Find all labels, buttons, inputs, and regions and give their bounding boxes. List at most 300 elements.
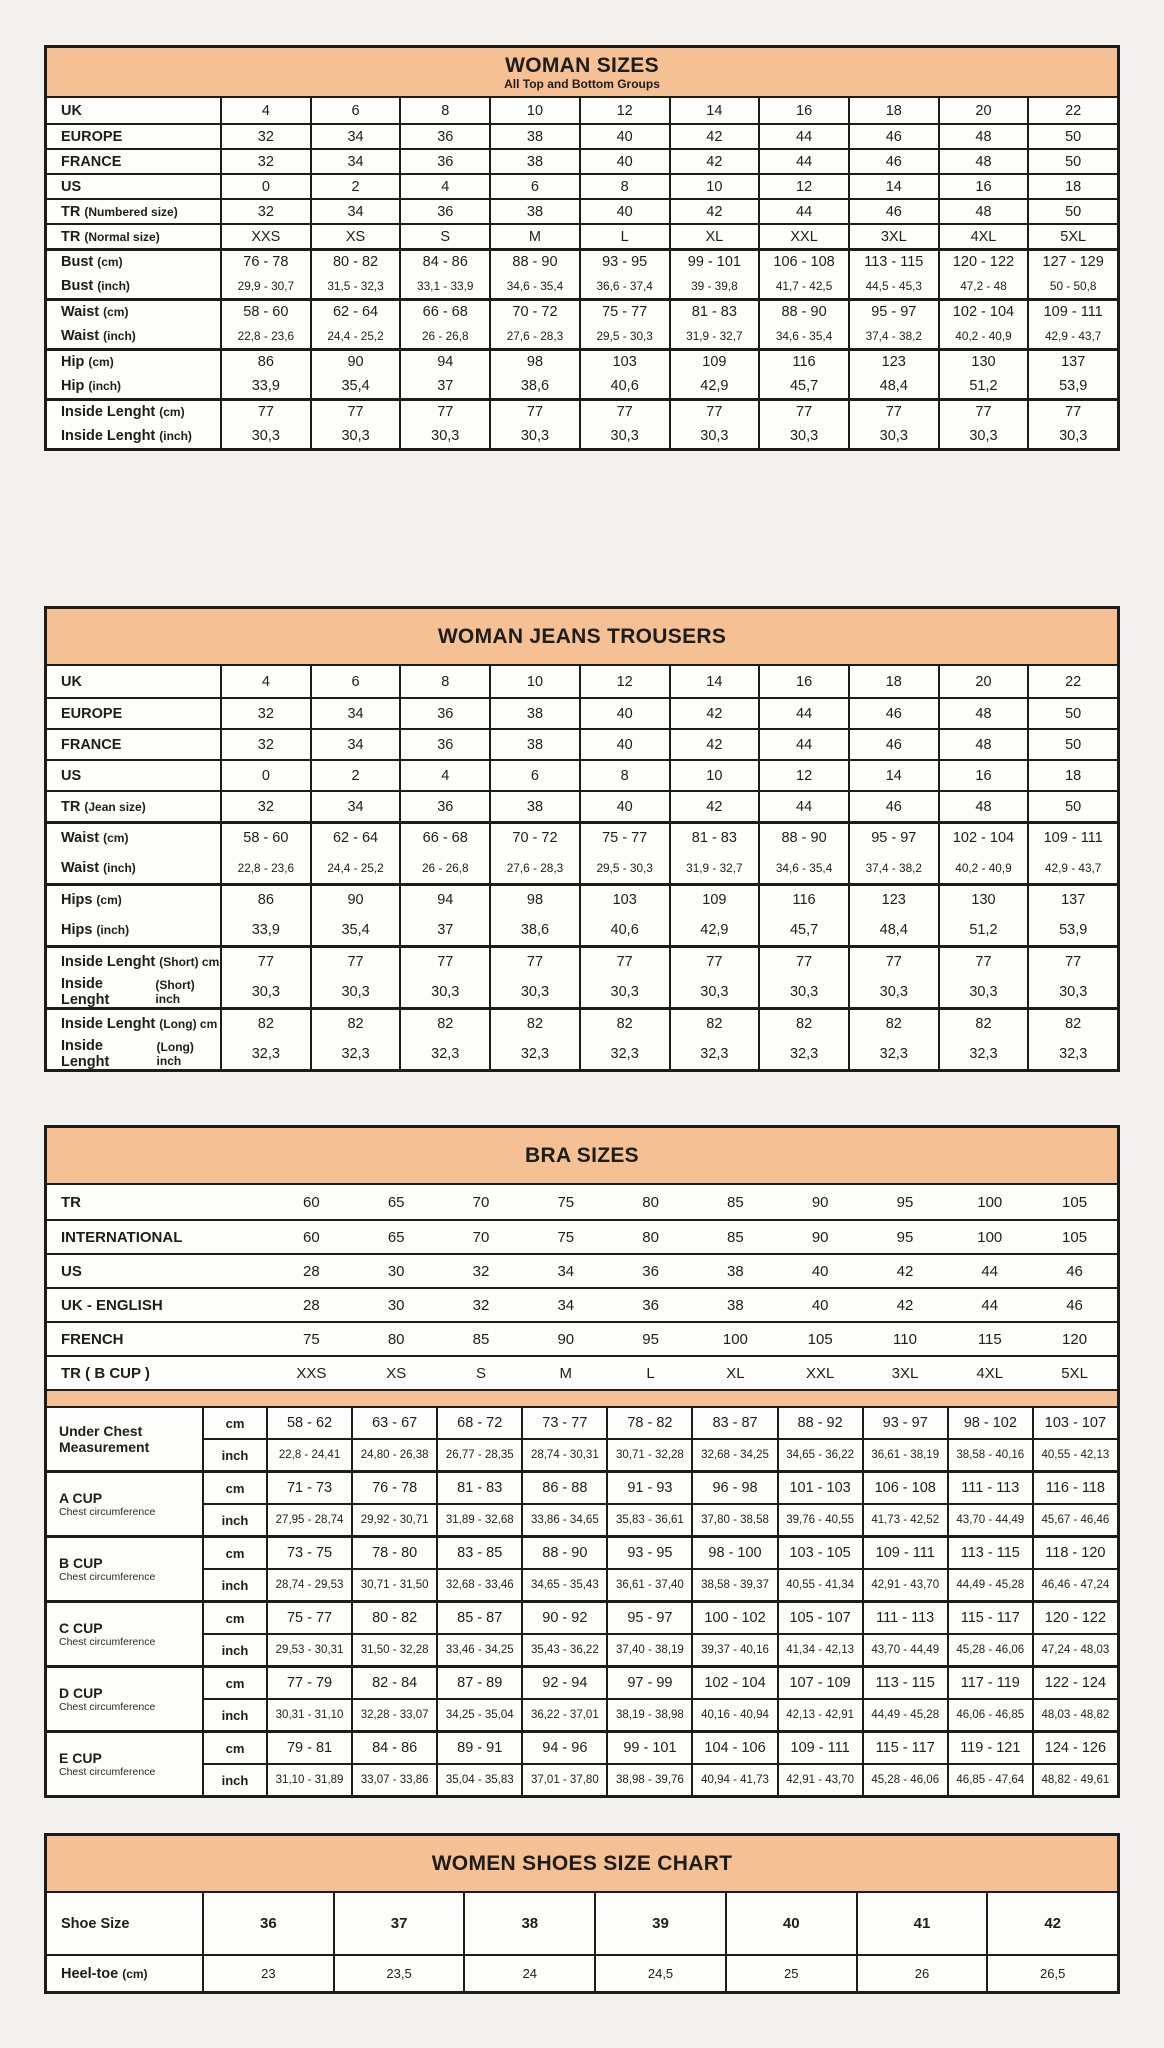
table-title: WOMAN SIZES: [505, 53, 659, 77]
size-cell: 51,2: [938, 914, 1028, 945]
unit-label: inch: [202, 1440, 266, 1470]
row-label: [47, 1956, 202, 1991]
size-cell: 90: [811, 1228, 829, 1246]
row-label-text: US: [61, 767, 82, 784]
table-row: [47, 423, 1117, 448]
size-cell: 40,55 - 41,34: [777, 1570, 862, 1600]
table-title: BRA SIZES: [525, 1144, 639, 1167]
size-cell: 77: [669, 401, 759, 423]
size-cell: 35,83 - 36,61: [606, 1505, 691, 1535]
size-cell: 65: [387, 1193, 405, 1211]
row-label: [47, 699, 220, 728]
size-cell: 83 - 87: [691, 1408, 776, 1438]
row-label-text: Hip: [61, 354, 85, 370]
row-label: [47, 401, 220, 423]
unit-label: cm: [202, 1408, 266, 1438]
row-label-text: Waist: [61, 830, 100, 846]
size-cell: 38: [489, 150, 579, 173]
size-cell: 86: [220, 886, 310, 914]
size-cell: 27,6 - 28,3: [489, 852, 579, 883]
size-cell: 95: [642, 1330, 659, 1348]
cup-label-sublabel: Chest circumference: [59, 1571, 156, 1583]
size-cell: 31,9 - 32,7: [669, 852, 759, 883]
size-cell: 109: [669, 351, 759, 373]
size-cell: 18: [1027, 175, 1117, 198]
size-cell: 14: [848, 761, 938, 790]
size-cell: 110: [893, 1330, 917, 1348]
size-cell: 34,65 - 36,22: [777, 1440, 862, 1470]
size-cell: 4: [399, 175, 489, 198]
size-cell: 33,86 - 34,65: [521, 1505, 606, 1535]
size-cell: 29,92 - 30,71: [351, 1505, 436, 1535]
size-cell: 30,3: [489, 423, 579, 448]
row-label-text: Inside Lenght: [61, 1037, 110, 1070]
row-label-text: Inside Lenght: [61, 975, 110, 1008]
row-label-text: EUROPE: [61, 128, 123, 145]
size-cell: 44: [758, 200, 848, 223]
size-cell: 32,3: [669, 1038, 759, 1069]
size-cell: 40: [579, 792, 669, 821]
size-cell: 41,73 - 42,52: [862, 1505, 947, 1535]
row-label-detail: (Long) inch: [156, 1039, 194, 1068]
size-cell: 42,9: [669, 373, 759, 398]
size-cell: 77: [310, 401, 400, 423]
size-cell: 50: [1027, 730, 1117, 759]
size-cell: 77: [489, 401, 579, 423]
size-cell: 3XL: [848, 225, 938, 248]
size-cell: 42: [669, 792, 759, 821]
woman-jeans-header: [47, 609, 1117, 666]
size-cell: 106 - 108: [862, 1473, 947, 1503]
size-cell: 4: [399, 761, 489, 790]
cup-label-text: A CUP: [59, 1490, 103, 1506]
table-row: [47, 976, 1117, 1007]
size-cell: 80 - 82: [310, 251, 400, 273]
size-cell: 104 - 106: [691, 1733, 776, 1763]
size-cell: 77: [848, 401, 938, 423]
size-cell: 32,3: [848, 1038, 938, 1069]
row-label: [47, 761, 220, 790]
unit-label: inch: [202, 1570, 266, 1600]
cup-subrow-cm: [202, 1603, 1117, 1633]
cup-row: [47, 1406, 1117, 1470]
size-cell: 10: [489, 98, 579, 123]
size-cell: 48,82 - 49,61: [1032, 1765, 1117, 1795]
size-cell: 45,28 - 46,06: [862, 1765, 947, 1795]
row-label-text: TR: [61, 228, 81, 245]
row-label: [47, 1038, 220, 1069]
size-cell: 95 - 97: [848, 301, 938, 323]
row-label: [47, 423, 220, 448]
size-cell: 30,3: [669, 976, 759, 1007]
size-cell: 34,6 - 35,4: [489, 273, 579, 298]
row-label-text: Waist: [61, 327, 100, 344]
size-cell: 99 - 101: [669, 251, 759, 273]
size-cell: 14: [669, 98, 759, 123]
size-cell: 48: [938, 699, 1028, 728]
size-cell: 12: [758, 761, 848, 790]
size-cell: 102 - 104: [938, 301, 1028, 323]
cup-row-values: [202, 1538, 1117, 1600]
size-cell: 24: [463, 1956, 594, 1991]
table-row: [47, 1219, 1117, 1253]
size-cell: 23,5: [333, 1956, 464, 1991]
size-cell: 77: [1027, 948, 1117, 976]
cup-row-label: [47, 1668, 202, 1730]
row-label-detail: (cm): [103, 831, 129, 845]
size-cell: 100: [977, 1228, 1003, 1246]
table-row: [47, 945, 1117, 976]
size-cell: 80: [642, 1228, 659, 1246]
size-cell: XS: [386, 1364, 407, 1382]
woman-sizes-header: [47, 48, 1117, 98]
cup-label-text: D CUP: [59, 1685, 103, 1701]
size-cell: 50: [1027, 150, 1117, 173]
size-cell: 44: [981, 1262, 999, 1280]
size-cell: 36: [642, 1262, 659, 1280]
size-cell: 41,7 - 42,5: [758, 273, 848, 298]
size-cell: 92 - 94: [521, 1668, 606, 1698]
size-cell: 66 - 68: [399, 301, 489, 323]
table-row: [47, 1893, 1117, 1954]
row-label: [47, 301, 220, 323]
size-cell: 77: [938, 948, 1028, 976]
size-cell: 42: [896, 1262, 914, 1280]
size-cell: 46: [848, 792, 938, 821]
size-cell: 42: [669, 150, 759, 173]
size-cell: 32: [220, 150, 310, 173]
size-cell: 79 - 81: [266, 1733, 351, 1763]
row-label: [47, 1893, 202, 1954]
size-cell: 70: [472, 1193, 490, 1211]
bra-sizes-header: [47, 1128, 1117, 1185]
cup-row-values: [202, 1603, 1117, 1665]
row-label: [47, 824, 220, 852]
size-cell: 109 - 111: [1027, 301, 1117, 323]
table-row: [47, 298, 1117, 323]
row-label-detail: (Numbered size): [84, 204, 178, 219]
size-cell: 24,5: [594, 1956, 725, 1991]
size-cell: 44: [758, 792, 848, 821]
table-row: [47, 1355, 1117, 1389]
size-cell: 8: [399, 98, 489, 123]
size-cell: 124 - 126: [1032, 1733, 1117, 1763]
table-title: WOMAN JEANS TROUSERS: [437, 625, 727, 648]
size-cell: 90: [811, 1193, 829, 1211]
size-cell: 45,67 - 46,46: [1032, 1505, 1117, 1535]
size-cell: 30,3: [938, 976, 1028, 1007]
size-cell: 82: [310, 1010, 400, 1038]
size-cell: 47,24 - 48,03: [1032, 1635, 1117, 1665]
table-row: [47, 1287, 1117, 1321]
size-cell: 82: [489, 1010, 579, 1038]
size-cell: 81 - 83: [436, 1473, 521, 1503]
size-cell: 38,58 - 39,37: [691, 1570, 776, 1600]
size-cell: 40: [725, 1893, 856, 1954]
cup-subrow-cm: [202, 1733, 1117, 1763]
row-label: [47, 225, 220, 248]
size-cell: 115 - 117: [947, 1603, 1032, 1633]
size-cell: 46,06 - 46,85: [947, 1700, 1032, 1730]
table-row: [47, 728, 1117, 759]
row-label-detail: (cm): [103, 305, 129, 319]
size-cell: 101 - 103: [777, 1473, 862, 1503]
size-cell: 58 - 62: [266, 1408, 351, 1438]
size-cell: 36: [399, 792, 489, 821]
size-cell: 30,3: [848, 423, 938, 448]
size-cell: 65: [387, 1228, 405, 1246]
size-cell: 77: [758, 401, 848, 423]
size-cell: 81 - 83: [669, 301, 759, 323]
size-cell: 41,34 - 42,13: [777, 1635, 862, 1665]
bra-band-rows: [47, 1185, 1117, 1389]
size-cell: 36: [399, 150, 489, 173]
size-cell: 88 - 90: [521, 1538, 606, 1568]
size-cell: 38: [463, 1893, 594, 1954]
size-cell: XXS: [296, 1364, 327, 1382]
size-cell: 68 - 72: [436, 1408, 521, 1438]
size-cell: XL: [669, 225, 759, 248]
size-cell: 109 - 111: [1027, 824, 1117, 852]
size-cell: 40,2 - 40,9: [938, 852, 1028, 883]
table-row: [47, 348, 1117, 373]
size-cell: 137: [1027, 886, 1117, 914]
size-cell: 36: [202, 1893, 333, 1954]
table-row: [47, 173, 1117, 198]
table-row: [47, 666, 1117, 697]
size-cell: 98: [489, 886, 579, 914]
size-cell: 48,03 - 48,82: [1032, 1700, 1117, 1730]
size-cell: 42: [896, 1296, 914, 1314]
size-cell: 53,9: [1027, 914, 1117, 945]
size-cell: 115 - 117: [862, 1733, 947, 1763]
size-cell: 123: [848, 351, 938, 373]
size-cell: 82: [669, 1010, 759, 1038]
size-cell: 27,95 - 28,74: [266, 1505, 351, 1535]
cup-subrow-inch: [202, 1438, 1117, 1470]
size-cell: 77: [579, 948, 669, 976]
size-cell: 37,4 - 38,2: [848, 323, 938, 348]
size-cell: 45,28 - 46,06: [947, 1635, 1032, 1665]
cup-row-label: [47, 1408, 202, 1470]
row-label-text: Inside Lenght: [61, 954, 156, 970]
size-cell: 40,16 - 40,94: [691, 1700, 776, 1730]
cup-row: [47, 1470, 1117, 1535]
row-label-detail: (inch): [96, 922, 130, 937]
size-cell: 6: [489, 761, 579, 790]
size-cell: 37,80 - 38,58: [691, 1505, 776, 1535]
size-cell: 22: [1027, 666, 1117, 697]
size-cell: 48,4: [848, 373, 938, 398]
size-cell: 70: [472, 1228, 490, 1246]
table-row: [47, 821, 1117, 852]
size-cell: 38,58 - 40,16: [947, 1440, 1032, 1470]
cup-subrow-cm: [202, 1538, 1117, 1568]
size-cell: 34,6 - 35,4: [758, 323, 848, 348]
size-cell: 10: [489, 666, 579, 697]
size-cell: 40,55 - 42,13: [1032, 1440, 1117, 1470]
size-cell: 34,25 - 35,04: [436, 1700, 521, 1730]
row-label: [47, 373, 220, 398]
cup-row: [47, 1600, 1117, 1665]
size-cell: 109 - 111: [777, 1733, 862, 1763]
size-cell: 82: [579, 1010, 669, 1038]
row-label: [47, 886, 220, 914]
row-label-detail: (cm): [88, 355, 114, 369]
table-row: [47, 1007, 1117, 1038]
size-cell: 43,70 - 44,49: [947, 1505, 1032, 1535]
row-label: [47, 323, 220, 348]
size-cell: 36,61 - 38,19: [862, 1440, 947, 1470]
row-label: [47, 200, 220, 223]
row-label-text: UK - ENGLISH: [61, 1296, 163, 1314]
table-row: [47, 373, 1117, 398]
unit-label: cm: [202, 1668, 266, 1698]
row-label-detail: (inch): [103, 328, 136, 343]
row-label: [47, 251, 220, 273]
cup-subrow-cm: [202, 1408, 1117, 1438]
size-cell: 46,85 - 47,64: [947, 1765, 1032, 1795]
size-cell: 33,07 - 33,86: [351, 1765, 436, 1795]
cup-label-sublabel: Chest circumference: [59, 1506, 156, 1518]
row-label-text: FRENCH: [61, 1330, 124, 1348]
size-cell: 46: [848, 125, 938, 148]
size-cell: 105: [1062, 1193, 1088, 1211]
size-cell: XXS: [220, 225, 310, 248]
size-cell: 4XL: [976, 1364, 1004, 1382]
cup-row-values: [202, 1733, 1117, 1795]
size-cell: 100: [722, 1330, 748, 1348]
row-label-text: Hips: [61, 921, 93, 938]
size-cell: 35,43 - 36,22: [521, 1635, 606, 1665]
size-cell: 103: [579, 886, 669, 914]
size-cell: 76 - 78: [351, 1473, 436, 1503]
size-cell: 85 - 87: [436, 1603, 521, 1633]
unit-label: inch: [202, 1700, 266, 1730]
size-cell: 115: [977, 1330, 1002, 1348]
size-cell: 40,2 - 40,9: [938, 323, 1028, 348]
size-cell: 32,28 - 33,07: [351, 1700, 436, 1730]
row-label-detail: (cm): [97, 255, 123, 269]
size-cell: 123: [848, 886, 938, 914]
size-cell: 100: [977, 1193, 1003, 1211]
size-cell: 5XL: [1061, 1364, 1088, 1382]
size-cell: 82: [1027, 1010, 1117, 1038]
size-cell: 30,3: [938, 423, 1028, 448]
size-cell: 88 - 90: [489, 251, 579, 273]
size-cell: 66 - 68: [399, 824, 489, 852]
size-cell: 42: [986, 1893, 1117, 1954]
size-cell: 103 - 105: [777, 1538, 862, 1568]
cup-label-text: Under Chest Measurement: [59, 1423, 150, 1455]
size-cell: 23: [202, 1956, 333, 1991]
size-cell: 93 - 97: [862, 1408, 947, 1438]
size-cell: 42,9: [669, 914, 759, 945]
size-cell: 130: [938, 886, 1028, 914]
size-cell: 38: [489, 792, 579, 821]
size-cell: 30,3: [579, 423, 669, 448]
size-cell: 48: [938, 792, 1028, 821]
row-label-detail: (inch): [97, 278, 130, 293]
size-cell: 77: [579, 401, 669, 423]
size-cell: 16: [758, 666, 848, 697]
size-cell: 37,4 - 38,2: [848, 852, 938, 883]
size-cell: 40: [579, 699, 669, 728]
size-cell: 44: [758, 699, 848, 728]
size-cell: 76 - 78: [220, 251, 310, 273]
size-cell: 26 - 26,8: [399, 852, 489, 883]
cup-subrow-cm: [202, 1473, 1117, 1503]
size-cell: 8: [579, 175, 669, 198]
size-cell: 34,65 - 35,43: [521, 1570, 606, 1600]
size-cell: 80: [387, 1330, 405, 1348]
size-cell: 12: [579, 98, 669, 123]
size-cell: 109 - 111: [862, 1538, 947, 1568]
size-cell: 8: [579, 761, 669, 790]
size-cell: 6: [310, 98, 400, 123]
size-cell: 88 - 90: [758, 301, 848, 323]
size-cell: 32,3: [310, 1038, 400, 1069]
size-cell: 48,4: [848, 914, 938, 945]
unit-label: cm: [202, 1538, 266, 1568]
size-cell: 32: [472, 1296, 490, 1314]
size-cell: 22,8 - 24,41: [266, 1440, 351, 1470]
size-cell: 37: [399, 373, 489, 398]
size-cell: 12: [579, 666, 669, 697]
table-row: [47, 759, 1117, 790]
size-cell: 50: [1027, 792, 1117, 821]
size-cell: 38: [489, 125, 579, 148]
table-row: [47, 248, 1117, 273]
size-cell: 38: [489, 200, 579, 223]
size-cell: 80: [642, 1193, 659, 1211]
cup-subrow-inch: [202, 1568, 1117, 1600]
size-cell: 34: [557, 1262, 575, 1280]
size-cell: 31,50 - 32,28: [351, 1635, 436, 1665]
size-cell: 29,5 - 30,3: [579, 323, 669, 348]
woman-jeans-rows: [47, 666, 1117, 1069]
size-cell: 30,3: [669, 423, 759, 448]
size-cell: 106 - 108: [758, 251, 848, 273]
size-cell: 75: [303, 1330, 320, 1348]
cup-subrow-cm: [202, 1668, 1117, 1698]
size-cell: 31,9 - 32,7: [669, 323, 759, 348]
table-row: [47, 98, 1117, 123]
size-cell: 37,40 - 38,19: [606, 1635, 691, 1665]
size-cell: 58 - 60: [220, 301, 310, 323]
size-cell: 84 - 86: [399, 251, 489, 273]
size-cell: 5XL: [1027, 225, 1117, 248]
size-cell: 38: [727, 1262, 744, 1280]
size-cell: 26,77 - 28,35: [436, 1440, 521, 1470]
size-cell: 0: [220, 175, 310, 198]
row-label-text: Inside Lenght: [61, 404, 156, 420]
size-cell: 95 - 97: [848, 824, 938, 852]
size-cell: 22: [1027, 98, 1117, 123]
size-cell: 35,4: [310, 914, 400, 945]
size-cell: 40: [579, 150, 669, 173]
table-row: [47, 883, 1117, 914]
row-label-text: Inside Lenght: [61, 427, 156, 444]
size-cell: 32: [220, 699, 310, 728]
size-cell: 35,04 - 35,83: [436, 1765, 521, 1795]
shoes-table: [44, 1833, 1120, 1994]
row-label-text: UK: [61, 673, 82, 690]
row-label: [47, 1289, 269, 1321]
size-cell: 48: [938, 730, 1028, 759]
size-cell: 81 - 83: [669, 824, 759, 852]
row-label: [47, 730, 220, 759]
